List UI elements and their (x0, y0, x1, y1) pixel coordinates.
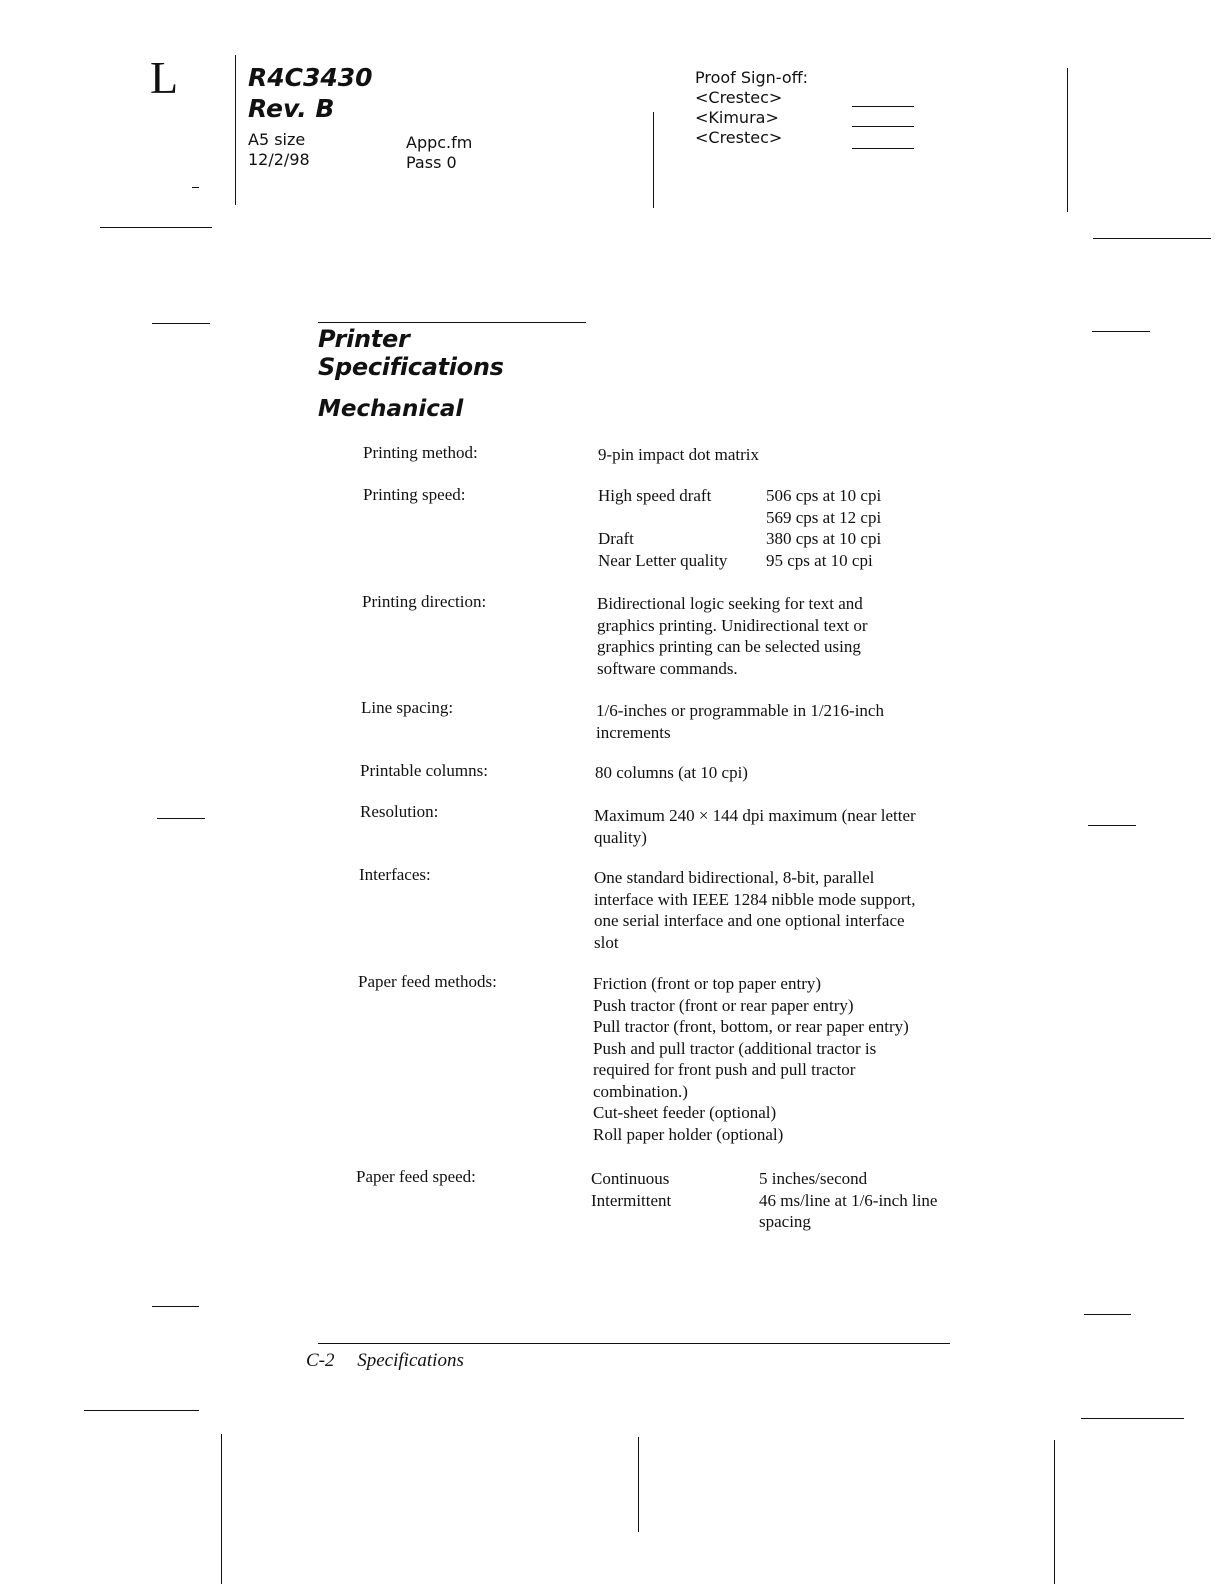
spec-label-printing-direction: Printing direction: (362, 592, 487, 611)
spec-label-resolution: Resolution: (360, 802, 439, 821)
crop-mark (1081, 1418, 1184, 1419)
crop-mark (157, 818, 205, 819)
crop-mark (1067, 68, 1068, 212)
proof-title: Proof Sign-off: (695, 68, 809, 87)
doc-date: 12/2/98 (248, 150, 310, 169)
doc-revision: Rev. B (248, 94, 335, 123)
proof-name: <Crestec> (695, 88, 783, 107)
footer-rule (318, 1343, 950, 1344)
crop-mark (84, 1410, 199, 1411)
page-footer (306, 1350, 464, 1372)
crop-mark (1088, 825, 1136, 826)
proof-name: <Crestec> (695, 128, 783, 147)
spec-value-printing-speed (598, 485, 962, 571)
spec-label-printable-columns: Printable columns: (360, 761, 488, 780)
spec-label-interfaces: Interfaces: (359, 865, 431, 884)
proof-signoff (695, 68, 808, 148)
doc-code: R4C3430 (248, 63, 373, 92)
spec-value-paper-feed-speed (591, 1168, 955, 1233)
subsection-title: Mechanical (318, 396, 464, 422)
doc-meta-left (248, 130, 310, 170)
crop-mark (1084, 1314, 1131, 1315)
signature-line (852, 126, 914, 127)
doc-file: Appc.fm (406, 133, 473, 152)
page-number: C-2 (306, 1350, 335, 1371)
crop-mark (152, 323, 210, 324)
spec-label-line-spacing: Line spacing: (361, 698, 454, 717)
doc-size: A5 size (248, 130, 306, 149)
crop-mark (1054, 1440, 1055, 1584)
speed-row: Near Letter quality 95 cps at 10 cpi (598, 550, 873, 570)
speed-row: Draft 380 cps at 10 cpi (598, 529, 882, 548)
doc-meta-right (406, 133, 472, 173)
signature-line (852, 148, 914, 149)
crop-mark (1092, 331, 1150, 332)
proof-name: <Kimura> (695, 108, 779, 127)
spec-value-printing-direction: Bidirectional logic seeking for text and graphics printing. Unidirectional text or graphics printing can be selected using software commands. (597, 594, 868, 678)
spec-label-printing-speed: Printing speed: (363, 485, 466, 504)
section-title: Printer Specifications (318, 322, 586, 381)
speed-row: High speed draft 506 cps at 10 cpi (598, 486, 882, 505)
crop-mark (100, 227, 212, 228)
crop-mark (235, 55, 236, 205)
feed-speed-row: Continuous 5 inches/second (591, 1169, 868, 1188)
spec-value-printing-method: 9-pin impact dot matrix (598, 445, 759, 464)
spec-value-resolution: Maximum 240 × 144 dpi maximum (near letter quality) (594, 806, 916, 847)
document-id (248, 62, 373, 124)
crop-mark (221, 1434, 222, 1584)
crop-mark (638, 1437, 639, 1532)
crop-mark (192, 187, 199, 188)
crop-mark (1093, 238, 1211, 239)
spec-label-paper-feed-speed: Paper feed speed: (356, 1167, 476, 1186)
crop-mark (152, 1306, 199, 1307)
crop-mark (653, 112, 654, 208)
doc-pass: Pass 0 (406, 153, 457, 172)
spec-label-paper-feed-methods: Paper feed methods: (358, 972, 497, 991)
chapter-name: Specifications (357, 1350, 464, 1371)
feed-speed-row: Intermittent 46 ms/line at 1/6-inch line (591, 1190, 938, 1210)
spec-label-printing-method: Printing method: (363, 443, 478, 462)
corner-letter: L (150, 52, 179, 103)
spec-value-printable-columns: 80 columns (at 10 cpi) (595, 763, 748, 782)
speed-row: 569 cps at 12 cpi (766, 507, 882, 527)
feed-speed-row: spacing (759, 1212, 811, 1231)
spec-value-paper-feed-methods: Friction (front or top paper entry) Push tractor (front or rear paper entry) Pull tractor (front, bottom, or rear paper entry) Push and pull tractor (additional tractor is required for front push and pull tractor combination.) Cut-sheet feeder (optional) Roll paper holder (optional) (593, 974, 909, 1144)
signature-line (852, 106, 914, 107)
spec-value-line-spacing: 1/6-inches or programmable in 1/216-inch increments (596, 701, 884, 742)
spec-value-interfaces: One standard bidirectional, 8-bit, parallel interface with IEEE 1284 nibble mode support, one serial interface and one optional interface slot (594, 868, 916, 952)
